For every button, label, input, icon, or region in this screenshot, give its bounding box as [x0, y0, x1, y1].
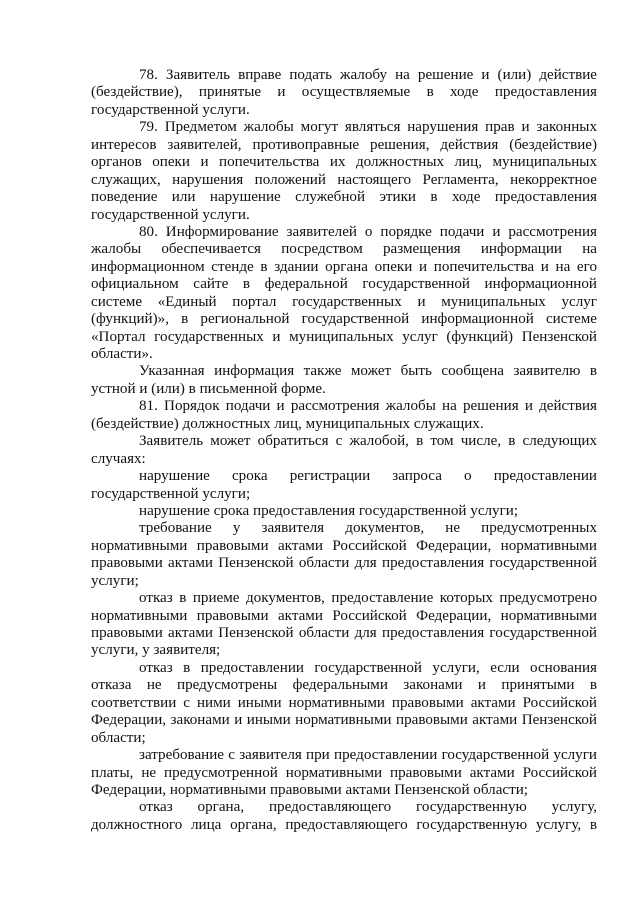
- text-line: услуги;: [91, 572, 139, 589]
- text-line: государственной услуги;: [91, 485, 251, 502]
- text-line: затребование с заявителя при предоставлении государственной услуги: [139, 747, 597, 764]
- text-line: должностного лица органа, предоставляющего государственную услугу, в: [91, 816, 597, 833]
- text-line: служащих, нарушения положений настоящего Регламента, некорректное: [91, 171, 597, 188]
- text-line: отказ в приеме документов, предоставление которых предусмотрено: [139, 590, 597, 607]
- text-line: Федерации, нормативными правовыми актами Пензенской области;: [91, 781, 528, 798]
- text-line: «Портал государственных и муниципальных услуг (функций) Пензенской: [91, 328, 597, 345]
- text-line: услуги, у заявителя;: [91, 642, 221, 659]
- text-line: нормативными правовыми актами Российской Федерации, нормативными: [91, 607, 597, 624]
- text-line: информационном стенде в здании органа опеки и попечительства и на его: [91, 258, 597, 275]
- text-line: области;: [91, 729, 146, 746]
- text-line: интересов заявителей, противоправные решения, действия (бездействие): [91, 136, 597, 153]
- text-line: официальном сайте в федеральной государственной информационной: [91, 276, 597, 293]
- text-line: 79. Предметом жалобы могут являться нарушения прав и законных: [139, 119, 597, 136]
- text-line: платы, не предусмотренной нормативными правовыми актами Российской: [91, 764, 597, 781]
- text-line: государственной услуги.: [91, 206, 250, 223]
- text-line: (бездействие) должностных лиц, муниципальных служащих.: [91, 415, 484, 432]
- text-line: нормативными правовыми актами Российской Федерации, нормативными: [91, 537, 597, 554]
- text-line: нарушение срока предоставления государственной услуги;: [139, 502, 519, 519]
- text-line: органов опеки и попечительства их должностных лиц, муниципальных: [91, 154, 597, 171]
- text-line: нарушение срока регистрации запроса о предоставлении: [139, 468, 597, 485]
- text-line: области».: [91, 346, 153, 362]
- text-line: отказ в предоставлении государственной услуги, если основания: [139, 659, 597, 676]
- text-line: государственной услуги.: [91, 101, 250, 118]
- document-page: [91, 67, 597, 834]
- text-line: Заявитель может обратиться с жалобой, в том числе, в следующих: [139, 433, 597, 450]
- text-line: отказа не предусмотрены федеральными законами и принятыми в: [91, 677, 597, 694]
- text-line: отказ органа, предоставляющего государственную услугу,: [139, 799, 597, 816]
- text-line: соответствии с ними иными нормативными правовыми актами Российской: [91, 694, 597, 711]
- text-line: правовыми актами Пензенской области для предоставления государственной: [91, 625, 597, 641]
- text-line: Федерации, законами и иными нормативными правовыми актами Пензенской: [91, 712, 597, 729]
- text-line: жалобы обеспечивается посредством размещения информации на: [91, 241, 597, 258]
- text-line: случаях:: [91, 450, 146, 467]
- text-line: 80. Информирование заявителей о порядке подачи и рассмотрения: [139, 223, 597, 240]
- text-line: (функций)», в региональной государственной информационной системе: [91, 311, 597, 328]
- text-line: (бездействие), принятые и осуществляемые в ходе предоставления: [91, 84, 597, 101]
- text-line: 78. Заявитель вправе подать жалобу на решение и (или) действие: [139, 67, 597, 83]
- text-line: правовыми актами Пензенской области для предоставления государственной: [91, 555, 597, 572]
- text-line: требование у заявителя документов, не предусмотренных: [139, 520, 597, 537]
- text-line: системе «Единый портал государственных и муниципальных услуг: [91, 293, 597, 310]
- text-line: поведение или нарушение служебной этики в ходе предоставления: [91, 189, 597, 206]
- text-line: 81. Порядок подачи и рассмотрения жалобы на решения и действия: [139, 398, 597, 415]
- text-line: Указанная информация также может быть сообщена заявителю в: [139, 363, 597, 380]
- text-line: устной и (или) в письменной форме.: [91, 380, 326, 397]
